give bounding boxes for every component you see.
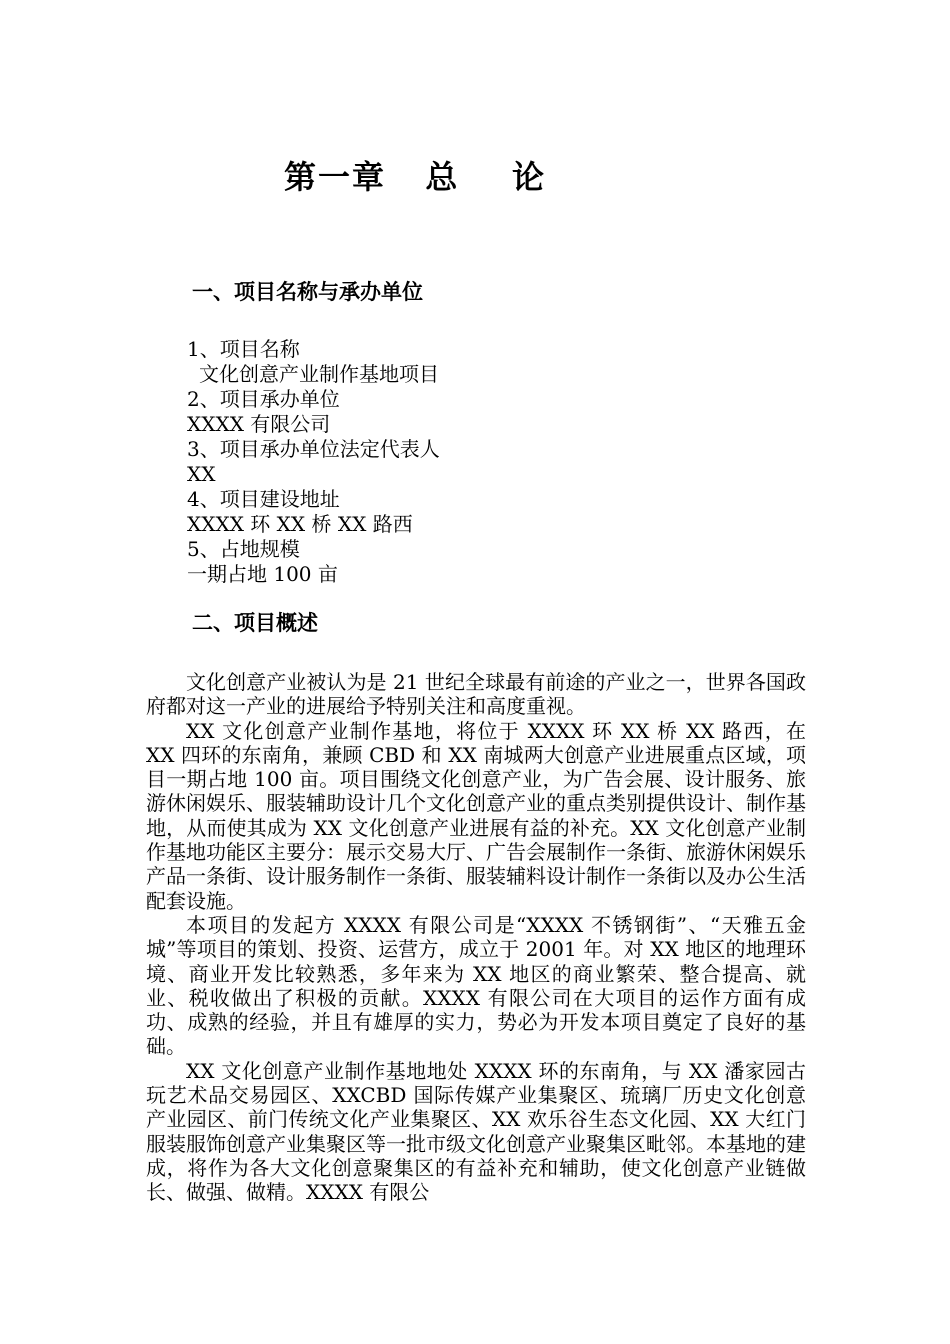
- list-item: 一期占地 100 亩: [187, 562, 338, 586]
- paragraph: XX 文化创意产业制作基地地处 XXXX 环的东南角，与 XX 潘家园古玩艺术品交易园区、XXCBD 国际传媒产业集聚区、琉璃厂历史文化创意产业园区、前门传统文化产业集聚区、XX 欢乐谷生态文化园、XX 大红门服装服饰创意产业集聚区等一批市级文化创意产业聚集区毗邻。本基地的建成，将作为各大文化创意聚集区的有益补充和辅助，使文化创意产业链做长、做强、做精。XXXX 有限公: [146, 1058, 806, 1205]
- paragraph: 文化创意产业被认为是 21 世纪全球最有前途的产业之一，世界各国政府都对这一产业的进展给予特别关注和高度重视。: [146, 670, 806, 719]
- list-item: 5、占地规模: [187, 537, 300, 561]
- list-item: XXXX 环 XX 桥 XX 路西: [187, 512, 413, 536]
- section-heading-project-name: 一、项目名称与承办单位: [192, 280, 423, 304]
- overview-body: [146, 670, 806, 1205]
- list-item: XX: [187, 462, 216, 486]
- section-heading-overview: 二、项目概述: [192, 611, 318, 635]
- list-item: 2、项目承办单位: [187, 387, 340, 411]
- list-item: XXXX 有限公司: [187, 412, 331, 436]
- project-info-list: [187, 337, 440, 587]
- paragraph: XX 文化创意产业制作基地，将位于 XXXX 环 XX 桥 XX 路西，在 XX 四环的东南角，兼顾 CBD 和 XX 南城两大创意产业进展重点区域，项目一期占地 100 亩。项目围绕文化创意产业，为广告会展、设计服务、旅游休闲娱乐、服装辅助设计几个文化创意产业的重点类别提供设计、制作基地，从而使其成为 XX 文化创意产业进展有益的补充。XX 文化创意产业制作基地功能区主要分：展示交易大厅、广告会展制作一条街、旅游休闲娱乐产品一条街、设计服务制作一条街、服装辅料设计制作一条街以及办公生活配套设施。: [146, 718, 806, 913]
- list-item: 1、项目名称: [187, 337, 300, 361]
- chapter-title: 第一章 总 论: [284, 158, 546, 196]
- paragraph: 本项目的发起方 XXXX 有限公司是“XXXX 不锈钢街”、“天雅五金城”等项目的策划、投资、运营方，成立于 2001 年。对 XX 地区的地理环境、商业开发比较熟悉，多年来为 XX 地区的商业繁荣、整合提高、就业、税收做出了积极的贡献。XXXX 有限公司在大项目的运作方面有成功、成熟的经验，并且有雄厚的实力，势必为开发本项目奠定了良好的基础。: [146, 912, 806, 1059]
- list-item: 3、项目承办单位法定代表人: [187, 437, 440, 461]
- list-item: 4、项目建设地址: [187, 487, 340, 511]
- list-item: 文化创意产业制作基地项目: [199, 362, 439, 386]
